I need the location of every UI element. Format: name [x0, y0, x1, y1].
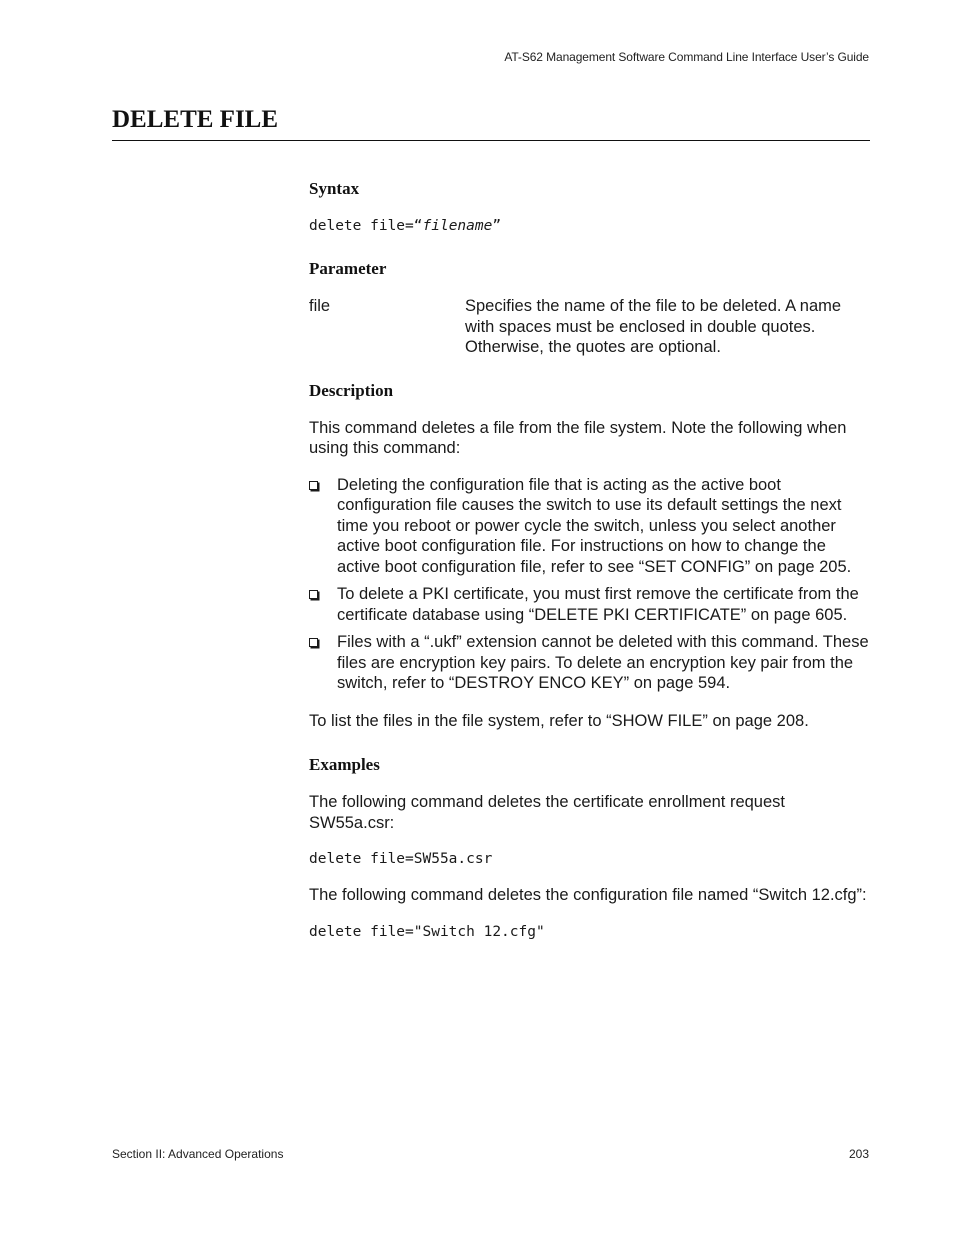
description-heading: Description — [309, 380, 394, 400]
list-item — [309, 584, 871, 625]
title-rule — [112, 140, 870, 141]
example-text: The following command deletes the certificate enrollment request SW55a.csr: — [309, 793, 785, 832]
parameter-heading: Parameter — [309, 259, 387, 278]
checkbox-bullet-icon — [309, 590, 318, 599]
bullet-text: Deleting the configuration file that is acting as the active boot configuration file causes the switch to use its default settings the next time you reboot or power cycle the switch, unless you select another active boot configuration file. For instructions on how to change the active boot configuration file, refer to see “SET CONFIG” on page 205. — [337, 475, 852, 576]
footer-page-number: 203 — [848, 1147, 869, 1161]
syntax-heading: Syntax — [309, 179, 360, 198]
parameter-description: Specifies the name of the file to be deleted. A name with spaces must be enclosed in double quotes. Otherwise, the quotes are optional. — [465, 297, 842, 356]
main-content — [309, 178, 871, 942]
syntax-command — [309, 216, 871, 236]
list-item — [309, 632, 871, 694]
example-text: The following command deletes the configuration file named “Switch 12.cfg”: — [309, 886, 867, 904]
examples-heading: Examples — [309, 755, 380, 774]
syntax-command-prefix: delete file=“ — [309, 218, 423, 234]
description-outro: To list the files in the file system, refer to “SHOW FILE” on page 208. — [309, 711, 809, 730]
syntax-command-suffix: ” — [492, 218, 502, 234]
parameter-name: file — [309, 297, 331, 315]
bullet-text: To delete a PKI certificate, you must first remove the certificate from the certificate database using “DELETE PKI CERTIFICATE” on page 605. — [337, 585, 859, 624]
parameter-row — [309, 296, 871, 358]
example-code: delete file="Switch 12.cfg" — [309, 923, 545, 940]
running-header: AT-S62 Management Software Command Line Interface User’s Guide — [504, 50, 869, 64]
checkbox-bullet-icon — [309, 638, 318, 647]
description-bullet-list — [309, 475, 871, 694]
page-title: DELETE FILE — [112, 106, 279, 133]
bullet-text: Files with a “.ukf” extension cannot be deleted with this command. These files are encryption key pairs. To delete an encryption key pair from the switch, refer to “DESTROY ENCO KEY” on page 594. — [337, 633, 869, 692]
syntax-command-param: filename — [422, 218, 493, 234]
description-intro: This command deletes a file from the file system. Note the following when using this command: — [309, 418, 847, 457]
checkbox-bullet-icon — [309, 481, 318, 490]
footer-section: Section II: Advanced Operations — [112, 1147, 284, 1161]
list-item — [309, 475, 871, 578]
example-code: delete file=SW55a.csr — [309, 851, 493, 867]
